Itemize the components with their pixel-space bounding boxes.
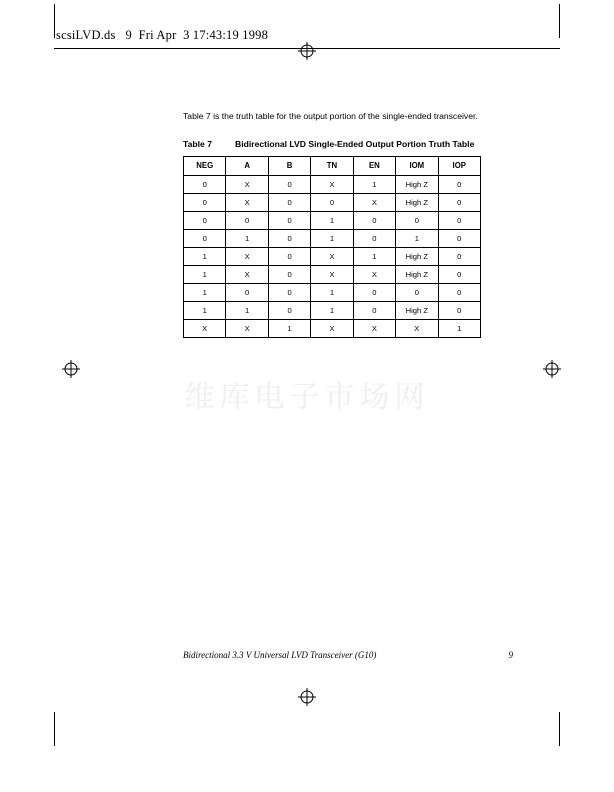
table-cell: X xyxy=(226,175,268,193)
table-cell: X xyxy=(353,319,395,337)
table-cell: 0 xyxy=(311,193,353,211)
table-cell: 0 xyxy=(268,265,310,283)
table-caption xyxy=(183,139,493,149)
table-cell: 0 xyxy=(184,211,226,229)
table-cell: X xyxy=(353,193,395,211)
table-cell: 0 xyxy=(268,283,310,301)
intro-paragraph: Table 7 is the truth table for the output portion of the single-ended transceiver. xyxy=(183,111,478,121)
table-row xyxy=(184,301,481,319)
table-cell: 1 xyxy=(226,229,268,247)
table-cell: 1 xyxy=(438,319,480,337)
table-cell: 0 xyxy=(353,301,395,319)
table-cell: X xyxy=(184,319,226,337)
table-cell: X xyxy=(226,265,268,283)
crop-mark-bottom-left xyxy=(54,712,55,746)
watermark: 维库电子市场网 xyxy=(184,380,430,415)
table-cell: 0 xyxy=(353,283,395,301)
table-cell: 0 xyxy=(438,175,480,193)
table-row xyxy=(184,211,481,229)
table-column-header: B xyxy=(268,156,310,175)
table-column-header: IOM xyxy=(396,156,438,175)
registration-circle xyxy=(301,45,314,58)
registration-mark-bottom xyxy=(298,688,316,706)
registration-mark-right xyxy=(543,360,561,378)
table-cell: 1 xyxy=(226,301,268,319)
table-header-row xyxy=(184,156,481,175)
table-cell: 1 xyxy=(184,283,226,301)
table-cell: High Z xyxy=(396,265,438,283)
table-cell: 0 xyxy=(268,229,310,247)
crop-mark-top-left xyxy=(54,4,55,38)
table-cell: 1 xyxy=(396,229,438,247)
registration-mark-left xyxy=(62,360,80,378)
table-cell: X xyxy=(226,247,268,265)
page-footer xyxy=(183,650,513,660)
table-cell: X xyxy=(311,247,353,265)
table-cell: 1 xyxy=(311,301,353,319)
table-column-header: EN xyxy=(353,156,395,175)
table-cell: 0 xyxy=(438,211,480,229)
table-cell: 1 xyxy=(311,211,353,229)
table-cell: X xyxy=(353,265,395,283)
table-cell: 1 xyxy=(311,283,353,301)
table-column-header: A xyxy=(226,156,268,175)
table-cell: 1 xyxy=(353,175,395,193)
table-row xyxy=(184,229,481,247)
table-cell: X xyxy=(311,319,353,337)
table-cell: 0 xyxy=(226,211,268,229)
table-cell: 0 xyxy=(353,229,395,247)
table-cell: 0 xyxy=(268,301,310,319)
table-cell: 0 xyxy=(226,283,268,301)
table-row xyxy=(184,265,481,283)
registration-circle xyxy=(301,691,314,704)
table-cell: 0 xyxy=(184,175,226,193)
crop-mark-bottom-right xyxy=(559,712,560,746)
truth-table xyxy=(183,156,481,338)
table-cell: X xyxy=(311,175,353,193)
table-caption-title: Bidirectional LVD Single-Ended Output Portion Truth Table xyxy=(235,138,475,149)
table-cell: High Z xyxy=(396,193,438,211)
table-cell: 0 xyxy=(184,193,226,211)
table-cell: X xyxy=(311,265,353,283)
table-cell: 0 xyxy=(268,211,310,229)
document-header-text: scsiLVD.ds 9 Fri Apr 3 17:43:19 1998 xyxy=(56,28,269,42)
table-cell: 0 xyxy=(438,265,480,283)
table-column-header: IOP xyxy=(438,156,480,175)
table-cell: 0 xyxy=(438,193,480,211)
table-cell: 0 xyxy=(268,175,310,193)
table-cell: High Z xyxy=(396,247,438,265)
registration-circle xyxy=(65,363,78,376)
registration-circle xyxy=(546,363,559,376)
footer-title: Bidirectional 3.3 V Universal LVD Transceiver (G10) xyxy=(183,650,377,660)
table-cell: 0 xyxy=(396,283,438,301)
table-column-header: TN xyxy=(311,156,353,175)
table-cell: 0 xyxy=(438,283,480,301)
table-cell: 1 xyxy=(268,319,310,337)
footer-page-number: 9 xyxy=(508,650,513,660)
table-cell: 1 xyxy=(311,229,353,247)
table-cell: X xyxy=(226,193,268,211)
table-cell: 1 xyxy=(184,301,226,319)
table-column-header: NEG xyxy=(184,156,226,175)
table-cell: High Z xyxy=(396,175,438,193)
table-cell: 0 xyxy=(438,229,480,247)
table-cell: X xyxy=(226,319,268,337)
crop-mark-top-right xyxy=(559,4,560,38)
table-cell: 1 xyxy=(184,265,226,283)
table-cell: 0 xyxy=(438,247,480,265)
page-content xyxy=(183,110,493,338)
table-row xyxy=(184,175,481,193)
table-cell: 1 xyxy=(353,247,395,265)
table-row xyxy=(184,283,481,301)
table-cell: 0 xyxy=(184,229,226,247)
table-row xyxy=(184,193,481,211)
registration-mark-top xyxy=(298,42,316,60)
table-row xyxy=(184,247,481,265)
table-cell: X xyxy=(396,319,438,337)
table-cell: High Z xyxy=(396,301,438,319)
table-caption-number: Table 7 xyxy=(183,138,212,149)
table-cell: 1 xyxy=(184,247,226,265)
table-cell: 0 xyxy=(268,247,310,265)
table-cell: 0 xyxy=(268,193,310,211)
table-row xyxy=(184,319,481,337)
header-divider xyxy=(54,48,560,49)
table-cell: 0 xyxy=(438,301,480,319)
table-cell: 0 xyxy=(396,211,438,229)
table-cell: 0 xyxy=(353,211,395,229)
